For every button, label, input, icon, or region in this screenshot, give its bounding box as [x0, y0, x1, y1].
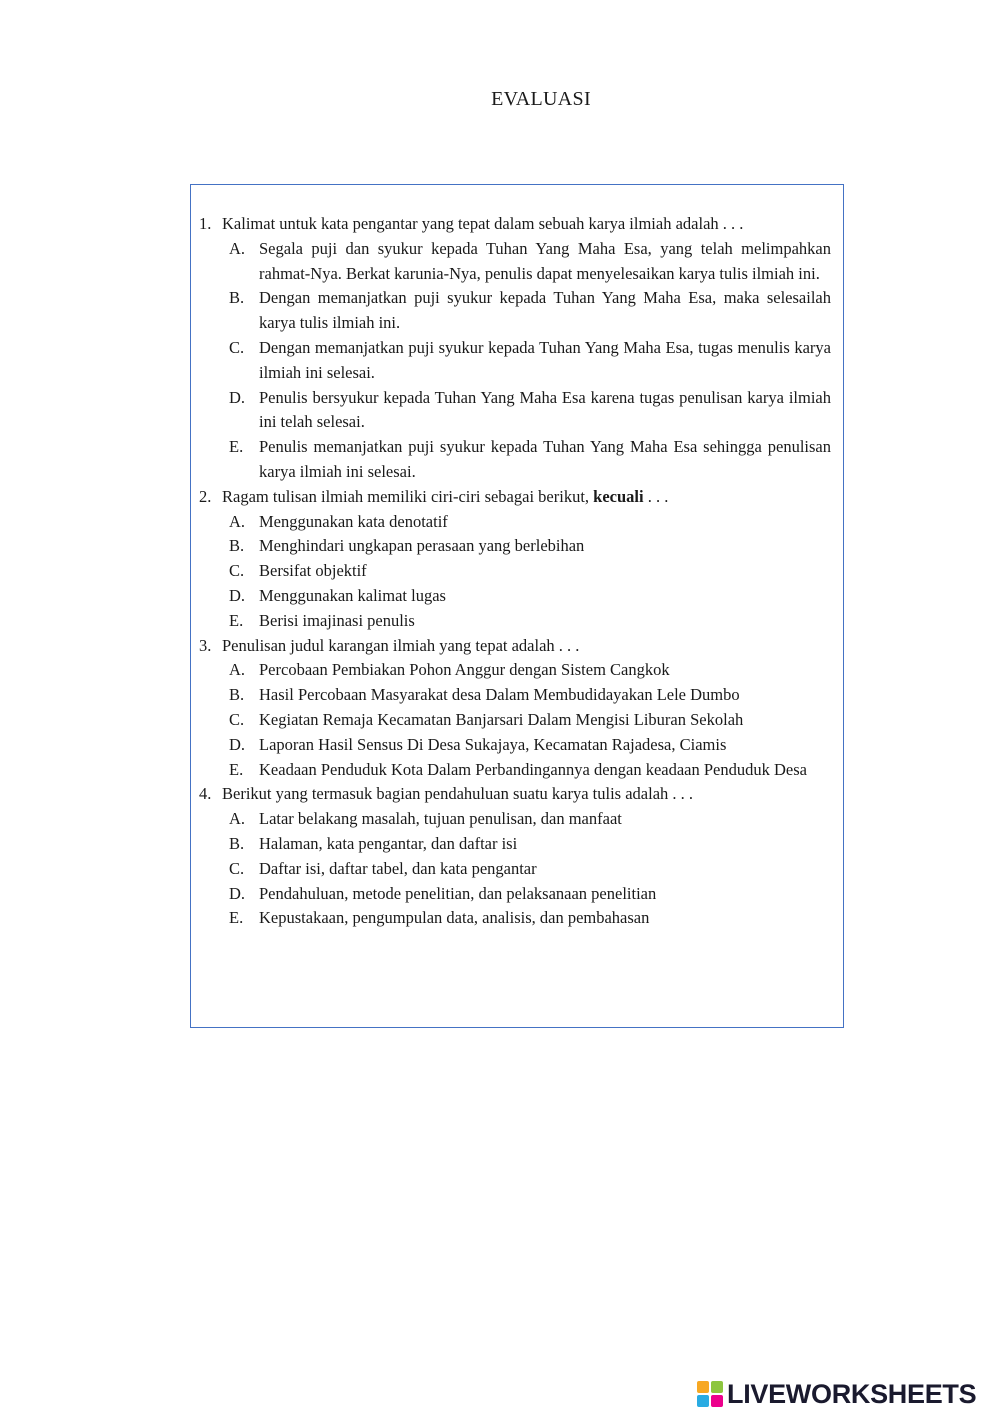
option-letter: A.: [229, 809, 246, 829]
question-text: Kalimat untuk kata pengantar yang tepat dalam sebuah karya ilmiah adalah . . .: [222, 214, 744, 233]
option-3e[interactable]: [199, 758, 831, 783]
option-4c[interactable]: [199, 857, 831, 882]
option-4a[interactable]: [199, 807, 831, 832]
option-text: Kegiatan Remaja Kecamatan Banjarsari Dalam Mengisi Liburan Sekolah: [259, 709, 744, 729]
option-3a[interactable]: [199, 658, 831, 683]
option-1c[interactable]: [199, 336, 831, 386]
option-1b[interactable]: [199, 286, 831, 336]
question-text: Berikut yang termasuk bagian pendahuluan suatu karya tulis adalah . . .: [222, 784, 694, 804]
question-number: 4.: [199, 784, 212, 804]
option-text: Bersifat objektif: [259, 561, 367, 581]
option-letter: E.: [229, 437, 244, 457]
option-1e[interactable]: [199, 435, 831, 485]
option-text: Latar belakang masalah, tujuan penulisan, dan manfaat: [259, 809, 622, 829]
question-text: Ragam tulisan ilmiah memiliki ciri-ciri sebagai berikut,: [222, 486, 590, 506]
option-text: Menggunakan kalimat lugas: [259, 585, 446, 605]
option-letter: D.: [229, 387, 246, 407]
question-keyword: kecuali: [593, 486, 644, 506]
question-list: [199, 212, 831, 931]
option-letter: B.: [229, 536, 245, 556]
logo-text: LIVEWORKSHEETS: [727, 1378, 977, 1409]
question-1: [199, 212, 831, 237]
option-text: Dengan memanjatkan puji syukur kepada Tuhan Yang Maha Esa, tugas menulis karya ilmiah ini selesai.: [259, 337, 831, 382]
option-2d[interactable]: [199, 584, 831, 609]
option-letter: C.: [229, 709, 245, 729]
option-2b[interactable]: [199, 534, 831, 559]
question-text: Penulisan judul karangan ilmiah yang tepat adalah . . .: [222, 635, 580, 655]
option-text: Halaman, kata pengantar, dan daftar isi: [259, 833, 518, 853]
option-1d[interactable]: [199, 386, 831, 436]
option-text: Kepustakaan, pengumpulan data, analisis, dan pembahasan: [259, 908, 650, 928]
option-letter: D.: [229, 734, 246, 754]
option-3d[interactable]: [199, 733, 831, 758]
option-text: Segala puji dan syukur kepada Tuhan Yang Maha Esa, yang telah melimpahkan rahmat-Nya. Berkat karunia-Nya, penulis dapat menyelesaikan karya tulis ilmiah ini.: [259, 238, 831, 283]
question-number: 3.: [199, 635, 212, 655]
option-text: Hasil Percobaan Masyarakat desa Dalam Membudidayakan Lele Dumbo: [259, 685, 740, 705]
option-2e[interactable]: [199, 609, 831, 634]
question-2: [199, 485, 831, 510]
option-3c[interactable]: [199, 708, 831, 733]
logo-block: [711, 1381, 723, 1393]
option-text: Percobaan Pembiakan Pohon Anggur dengan Sistem Cangkok: [259, 660, 670, 680]
option-4e[interactable]: [199, 906, 831, 931]
option-letter: E.: [229, 610, 244, 630]
page-title: EVALUASI: [491, 88, 591, 110]
option-letter: B.: [229, 833, 245, 853]
option-letter: B.: [229, 685, 245, 705]
option-4d[interactable]: [199, 882, 831, 907]
option-letter: C.: [229, 858, 245, 878]
option-4b[interactable]: [199, 832, 831, 857]
question-ellipsis: . . .: [647, 486, 669, 506]
option-text: Daftar isi, daftar tabel, dan kata pengantar: [259, 858, 537, 878]
option-letter: C.: [229, 337, 245, 357]
question-number: 2.: [199, 486, 212, 506]
question-4: [199, 782, 831, 807]
option-text: Berisi imajinasi penulis: [259, 610, 415, 630]
question-3: [199, 634, 831, 659]
logo-icon: [697, 1381, 723, 1407]
option-1a[interactable]: [199, 237, 831, 287]
option-letter: A.: [229, 660, 246, 680]
option-text: Pendahuluan, metode penelitian, dan pelaksanaan penelitian: [259, 883, 657, 903]
logo-block: [697, 1395, 709, 1407]
option-letter: D.: [229, 883, 246, 903]
option-text: Menghindari ungkapan perasaan yang berlebihan: [259, 536, 585, 556]
liveworksheets-logo: [697, 1378, 976, 1410]
option-text: Laporan Hasil Sensus Di Desa Sukajaya, Kecamatan Rajadesa, Ciamis: [259, 734, 727, 754]
option-letter: D.: [229, 585, 246, 605]
option-letter: E.: [229, 759, 244, 779]
option-text: Dengan memanjatkan puji syukur kepada Tuhan Yang Maha Esa, maka selesailah karya tulis ilmiah ini.: [259, 288, 831, 333]
option-letter: B.: [229, 288, 245, 308]
option-letter: A.: [229, 511, 246, 531]
option-2c[interactable]: [199, 559, 831, 584]
question-number: 1.: [199, 214, 212, 233]
option-text: Keadaan Penduduk Kota Dalam Perbandingannya dengan keadaan Penduduk Desa: [259, 759, 807, 779]
option-text: Penulis memanjatkan puji syukur kepada Tuhan Yang Maha Esa sehingga penulisan karya ilmiah ini selesai.: [259, 437, 831, 481]
option-2a[interactable]: [199, 510, 831, 535]
logo-block: [697, 1381, 709, 1393]
option-text: Penulis bersyukur kepada Tuhan Yang Maha Esa karena tugas penulisan karya ilmiah ini telah selesai.: [259, 387, 831, 432]
option-text: Menggunakan kata denotatif: [259, 511, 448, 531]
option-3b[interactable]: [199, 683, 831, 708]
option-letter: E.: [229, 908, 244, 928]
option-letter: A.: [229, 238, 246, 258]
option-letter: C.: [229, 561, 245, 581]
logo-block: [711, 1395, 723, 1407]
